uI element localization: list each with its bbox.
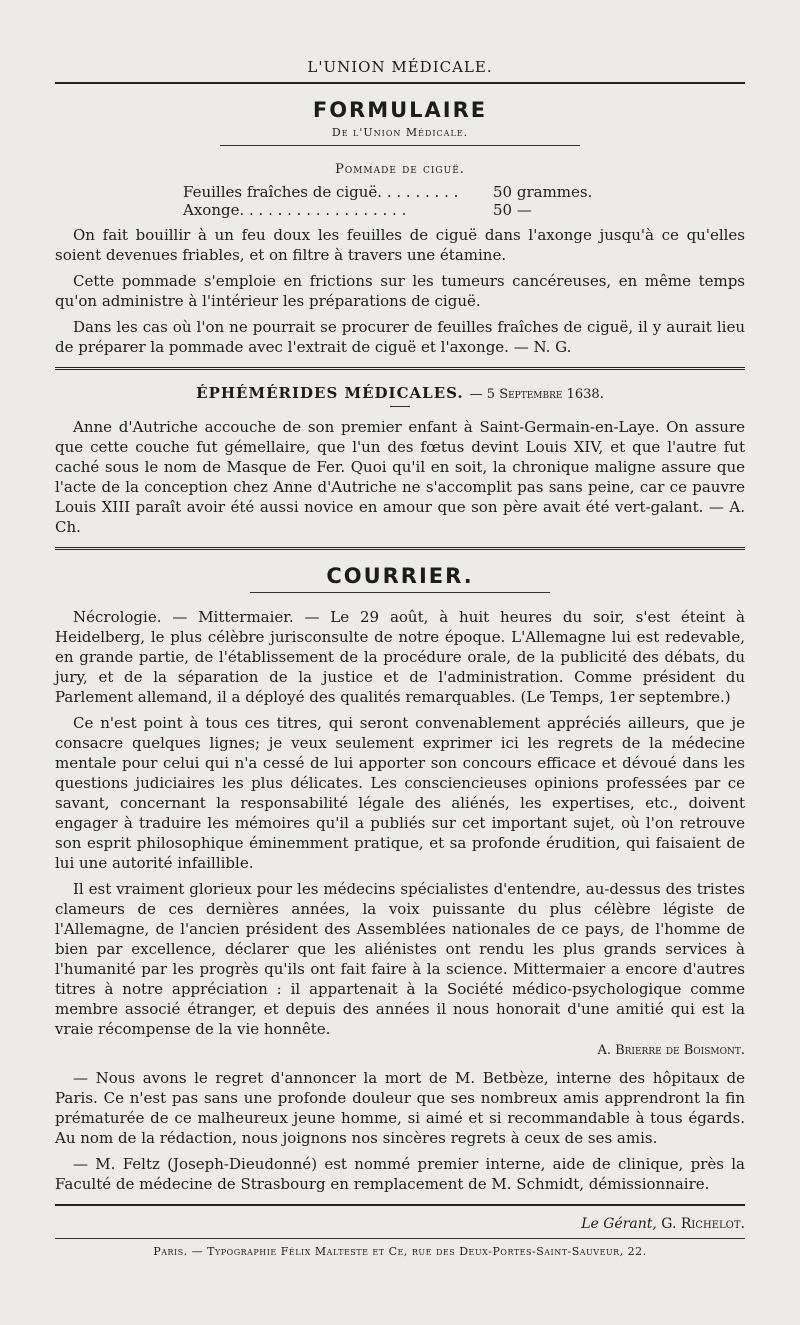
imprint: Paris. — Typographie Félix Malteste et Ce, rue des Deux-Portes-Saint-Sauveur, 22. bbox=[153, 1245, 647, 1258]
formulaire-paragraph: On fait bouillir à un feu doux les feuilles de ciguë dans l'axonge jusqu'à ce qu'elles soient devenues friables, et on filtre à travers une étamine. bbox=[55, 226, 745, 264]
ephemerides-title: ÉPHÉMÉRIDES MÉDICALES. bbox=[196, 384, 464, 402]
ephemerides-paragraph: Anne d'Autriche accouche de son premier enfant à Saint-Germain-en-Laye. On assure que cette couche fut gémellaire, que l'un des fœtus devint Louis XIV, et que l'autre fut caché sous le nom de Masque de Fer. Quoi qu'il en soit, la chronique maligne assure que l'acte de la conception chez Anne d'Autriche ne s'accomplit pas sans peine, car ce pauvre Louis XIII paraît avoir été aussi novice en amour que son père avait été vert-galant. — A. Ch. bbox=[55, 418, 745, 536]
formulaire-subtitle: De l'Union Médicale. bbox=[331, 126, 469, 139]
ephemerides-date: — 5 Septembre 1638. bbox=[469, 387, 604, 402]
section-double-rule bbox=[55, 367, 745, 370]
page-content bbox=[55, 58, 745, 1258]
imprint-rule bbox=[55, 1238, 745, 1239]
ingredient-qty: 50 grammes. bbox=[493, 183, 593, 201]
courrier-paragraph: Nécrologie. — Mittermaier. — Le 29 août, à huit heures du soir, s'est éteint à Heidelberg, le plus célèbre jurisconsulte de notre époque. L'Allemagne lui est redevable, en grande partie, de l'établissement de la procédure orale, de la publicité des débats, du jury, et de la séparation de la justice et de l'administration. Comme président du Parlement allemand, il a déployé des qualités remarquables. (Le Temps, 1er septembre.) bbox=[55, 608, 745, 706]
ingredient-name: Axonge. . . . . . . . . . . . . . . . . . bbox=[183, 201, 407, 219]
gerant-label: Le Gérant, bbox=[581, 1216, 657, 1232]
header-rule bbox=[55, 82, 745, 84]
gerant-name: G. Richelot. bbox=[661, 1216, 745, 1232]
formulaire-paragraph: Dans les cas où l'on ne pourrait se procurer de feuilles fraîches de ciguë, il y aurait lieu de préparer la pommade avec l'extrait de ciguë et l'axonge. — N. G. bbox=[55, 318, 745, 356]
recipe-title: Pommade de ciguë. bbox=[335, 162, 465, 177]
signature: A. Brierre de Boismont. bbox=[597, 1043, 745, 1058]
formulaire-rule bbox=[220, 145, 580, 146]
ingredient-qty: 50 — bbox=[493, 201, 532, 219]
courrier-paragraph: — M. Feltz (Joseph-Dieudonné) est nommé premier interne, aide de clinique, près la Faculté de médecine de Strasbourg en remplacement de M. Schmidt, démissionnaire. bbox=[55, 1155, 745, 1193]
courrier-paragraph: Il est vraiment glorieux pour les médecins spécialistes d'entendre, au-dessus des tristes clameurs de ces dernières années, la voix puissante du plus célèbre légiste de l'Allemagne, de l'ancien président des Assemblées nationales de ce pays, de l'homme de bien par excellence, déclarer que les aliénistes ont rendu les plus grands services à l'humanité par les progrès qu'ils ont fait faire à la science. Mittermaier a encore d'autres titres à notre appréciation : il appartenait à la Société médico-psychologique comme membre associé étranger, et depuis des années il nous honorait d'une amitié qui est la vraie récompense de la vie honnête. bbox=[55, 880, 745, 1038]
ephemerides-heading bbox=[55, 384, 745, 402]
courrier-title: COURRIER. bbox=[326, 564, 474, 588]
footer-rule bbox=[55, 1204, 745, 1206]
courrier-paragraph: — Nous avons le regret d'annoncer la mort de M. Betbèze, interne des hôpitaux de Paris. Ce n'est pas sans une profonde douleur que ses nombreux amis apprendront la fin prématurée de ce malheureux jeune homme, si aimé et si recommandable à tous égards. Au nom de la rédaction, nous joignons nos sincères regrets à ceux de ses amis. bbox=[55, 1069, 745, 1147]
courrier-rule bbox=[250, 592, 550, 593]
running-head: L'UNION MÉDICALE. bbox=[307, 58, 493, 76]
ingredient-row bbox=[183, 183, 603, 201]
gerant-line bbox=[55, 1216, 745, 1232]
formulaire-title: FORMULAIRE bbox=[312, 98, 488, 122]
formulaire-paragraph: Cette pommade s'emploie en frictions sur les tumeurs cancéreuses, en même temps qu'on administre à l'intérieur les préparations de ciguë. bbox=[55, 272, 745, 310]
ingredient-row bbox=[183, 201, 603, 219]
ingredient-name: Feuilles fraîches de ciguë. . . . . . . . . bbox=[183, 183, 459, 201]
section-double-rule bbox=[55, 547, 745, 550]
courrier-paragraph: Ce n'est point à tous ces titres, qui seront convenablement appréciés ailleurs, que je consacre quelques lignes; je veux seulement exprimer ici les regrets de la médecine mentale pour celui qui n'a cessé de lui apporter son concours efficace et dévoué dans les questions judiciaires les plus délicates. Les consciencieuses opinions professées par ce savant, concernant la responsabilité légale des aliénés, les expertises, etc., doivent engager à traduire les mémoires qu'il a publiés sur cet important sujet, où l'on retrouve son esprit philosophique éminemment pratique, et sa profonde érudition, qui faisaient de lui une autorité infaillible. bbox=[55, 714, 745, 872]
ephemerides-rule bbox=[390, 406, 410, 407]
